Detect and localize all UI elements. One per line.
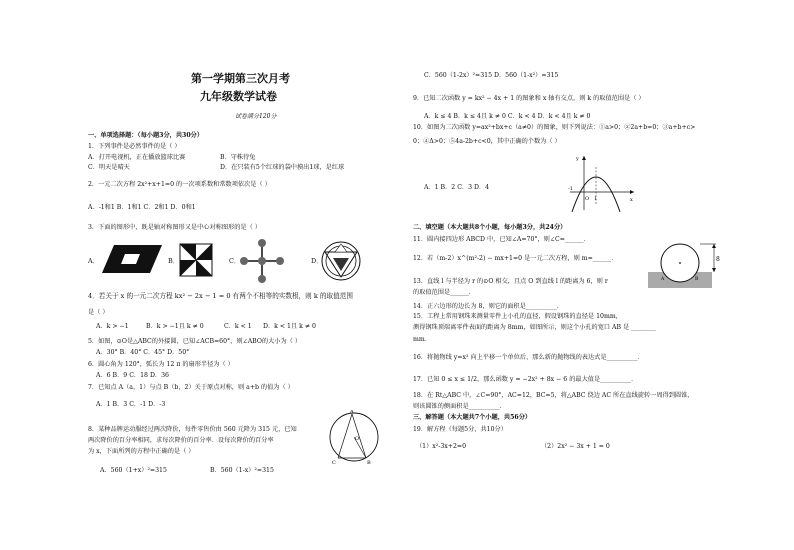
question-5: 5．如图，⊙O是△ABC的外接圆，已知∠ACB=60°，则∠ABO的大小为（ ） xyxy=(88,338,302,345)
question-19: 19．解方程（每题5分，共10分） xyxy=(413,426,507,433)
fig15-label-a: A xyxy=(661,277,665,282)
q8-option-a: A．560（1+x）²=315 xyxy=(100,467,167,474)
fig10-one-label: 1 xyxy=(594,196,598,202)
q10-options: A．1 B．2 C．3 D．4 xyxy=(424,184,490,191)
q1-option-c: C．明天是晴天 xyxy=(88,164,130,171)
question-9: 9．已知二次函数 y = kx² − 4x + 1 的图象和 x 轴有交点，则 k 的取值范围是（ ） xyxy=(413,95,645,102)
question-15-line2: 测得钢珠顶端离零件表面的距离为 8mm，如图所示，则这个小孔的宽口 AB 是 ________ xyxy=(413,324,656,331)
question-10-line1: 10．如图为二次函数 y=ax²+bx+c（a≠0）的图象，则下列说法：①a>0；②2a+b=0；③a+b+c> xyxy=(413,124,696,131)
q1-option-d: D．在只装有5个红球的袋中摸出1球，是红球 xyxy=(220,164,345,171)
section-3-heading: 三、解答题（本大题共7个小题，共56分） xyxy=(413,414,532,421)
q19-part-1: （1）x²-3x+2=0 xyxy=(416,443,467,450)
fig10-neg1-label: -1 xyxy=(568,186,573,192)
fig15-label-b: B xyxy=(695,277,699,282)
question-15-line3: mm． xyxy=(413,336,431,343)
q1-option-a: A．打开电视机，正在播放篮球比赛 xyxy=(88,154,186,161)
question-12: 12．若（m-2）x^(m²-2) − mx+1=0 是一元二次方程，则 m=______． xyxy=(413,255,618,262)
q19-part-2: （2）2x² − 3x + 1 = 0 xyxy=(541,443,610,450)
question-16: 16．将抛物线 y=x² 向上平移一个单位后，那么新的抛物线的表达式是__________． xyxy=(413,354,644,361)
q7-options: A．1 B．3 C．-1 D．-3 xyxy=(96,401,166,408)
q10-parabola-graph xyxy=(562,152,638,212)
question-8-line1: 8．某种品牌运动服经过两次降价，每件零售价由 560 元降为 315 元，已知 xyxy=(88,426,297,433)
question-1: 1．下列事件是必然事件的是（ ） xyxy=(88,143,181,150)
question-10-line2: 0；④Δ>0；⑤4a-2b+c<0，其中正确的个数为（ ） xyxy=(413,138,561,145)
q1-option-b: B．守株待兔 xyxy=(220,154,256,161)
q15-ball-figure xyxy=(640,236,724,294)
q3-figure-c xyxy=(240,238,284,284)
question-18-line1: 18．在 Rt△ABC 中，∠C=90°，AC=12，BC=5，将△ABC 绕边 AC 所在直线旋转一周得到圆锥， xyxy=(413,392,694,399)
section-1-heading: 一、单项选择题：（每小题3分，共30分） xyxy=(88,132,204,139)
q9-options: A．k ≤ 4 B．k ≤ 4且 k ≠ 0 C．k < 4 D．k < 4且 k ≠ 0 xyxy=(424,113,591,120)
fig10-origin-label: O xyxy=(585,196,590,202)
question-4: 4．若关于 x 的一元二次方程 kx² − 2x − 1 = 0 有两个不相等的实数根，则 k 的取值范围 xyxy=(88,292,353,300)
q4-option-d: D．k < 1且 k ≠ 0 xyxy=(263,323,316,330)
q3-label-c: C． xyxy=(229,257,241,265)
question-15-line1: 15．工程上常用钢珠来测量零件上小孔的直径，假设钢珠的直径是 10mm， xyxy=(413,313,622,320)
section-2-heading: 二、填空题（本大题共8个小题，每小题3分，共24分） xyxy=(413,224,567,231)
q4-option-b: B．k > −1且 k ≠ 0 xyxy=(146,323,204,330)
question-13-line2: 的取值范围是______． xyxy=(413,289,475,296)
exam-subtitle: 九年级数学试卷 xyxy=(200,90,277,103)
fig5-label-b: B xyxy=(367,460,371,466)
q3-label-b: B． xyxy=(168,257,180,265)
question-3: 3．下面的图形中，既是轴对称图形又是中心对称图形的是（ ） xyxy=(88,224,261,231)
question-18-line2: 则该圆锥的侧面积是__________． xyxy=(413,403,506,410)
question-14: 14．正六边形的边长为 8，则它的面积是__________． xyxy=(413,303,563,310)
q2-options: A．-1和1 B．1和1 C．2和1 D．0和1 xyxy=(88,204,196,211)
q5-options: A．30° B．40° C．45° D．50° xyxy=(96,349,190,356)
q3-label-a: A． xyxy=(88,257,100,265)
fig10-y-label: y xyxy=(576,156,579,162)
fig5-label-o: O xyxy=(355,436,360,442)
q8-options-cd: C．560（1-2x）²=315 D．560（1-x²）=315 xyxy=(424,72,559,79)
question-7: 7．已知点 A（a，1）与点 B（b，2）关于原点对称，则 a+b 的值为（ ） xyxy=(88,384,294,391)
q5-circle-figure xyxy=(326,410,386,466)
fig5-label-c: C xyxy=(332,460,336,466)
fig5-label-a: A xyxy=(350,410,354,415)
question-2: 2．一元二次方程 2x²+x+1=0 的一次项系数和常数项依次是（ ） xyxy=(88,181,271,188)
fig15-eight-label: 8 xyxy=(716,256,720,263)
question-8-line3: 为 x，下面所列的方程中正确的是（ ） xyxy=(88,448,195,455)
question-13-line1: 13．直线 l 与半径为 r 的⊙O 相交，且点 O 到直线 l 的距离为 6，则 r xyxy=(413,278,608,285)
q3-figure-a xyxy=(100,243,164,275)
score-note: 试卷满分120分 xyxy=(235,113,277,120)
fig10-x-label: x xyxy=(630,197,633,203)
question-17: 17．已知 0 ≤ x ≤ 1/2，那么函数 y = −2x² + 8x − 6 的最大值是__________． xyxy=(413,376,638,383)
question-6: 6．圆心角为 120°，弧长为 12 π 的扇形半径为（ ） xyxy=(88,361,234,368)
q6-options: A．6 B．9 C．18 D．36 xyxy=(96,372,169,379)
q4-option-c: C．k < 1 xyxy=(224,323,252,330)
question-8-line2: 两次降价的百分率相同，求每次降价的百分率．设每次降价的百分率 xyxy=(88,437,274,444)
q3-figure-b xyxy=(178,242,214,278)
q3-figure-d xyxy=(320,240,362,282)
q8-option-b: B．560（1-x）²=315 xyxy=(210,467,274,474)
q4-option-a: A．k > −1 xyxy=(96,323,129,330)
question-11: 11．圆内接四边形 ABCD 中，已知∠A=70°，则∠C=______． xyxy=(413,236,590,243)
q3-label-d: D． xyxy=(311,257,323,265)
exam-title: 第一学期第三次月考 xyxy=(191,72,290,85)
question-4-end: 是（ ） xyxy=(88,309,109,316)
